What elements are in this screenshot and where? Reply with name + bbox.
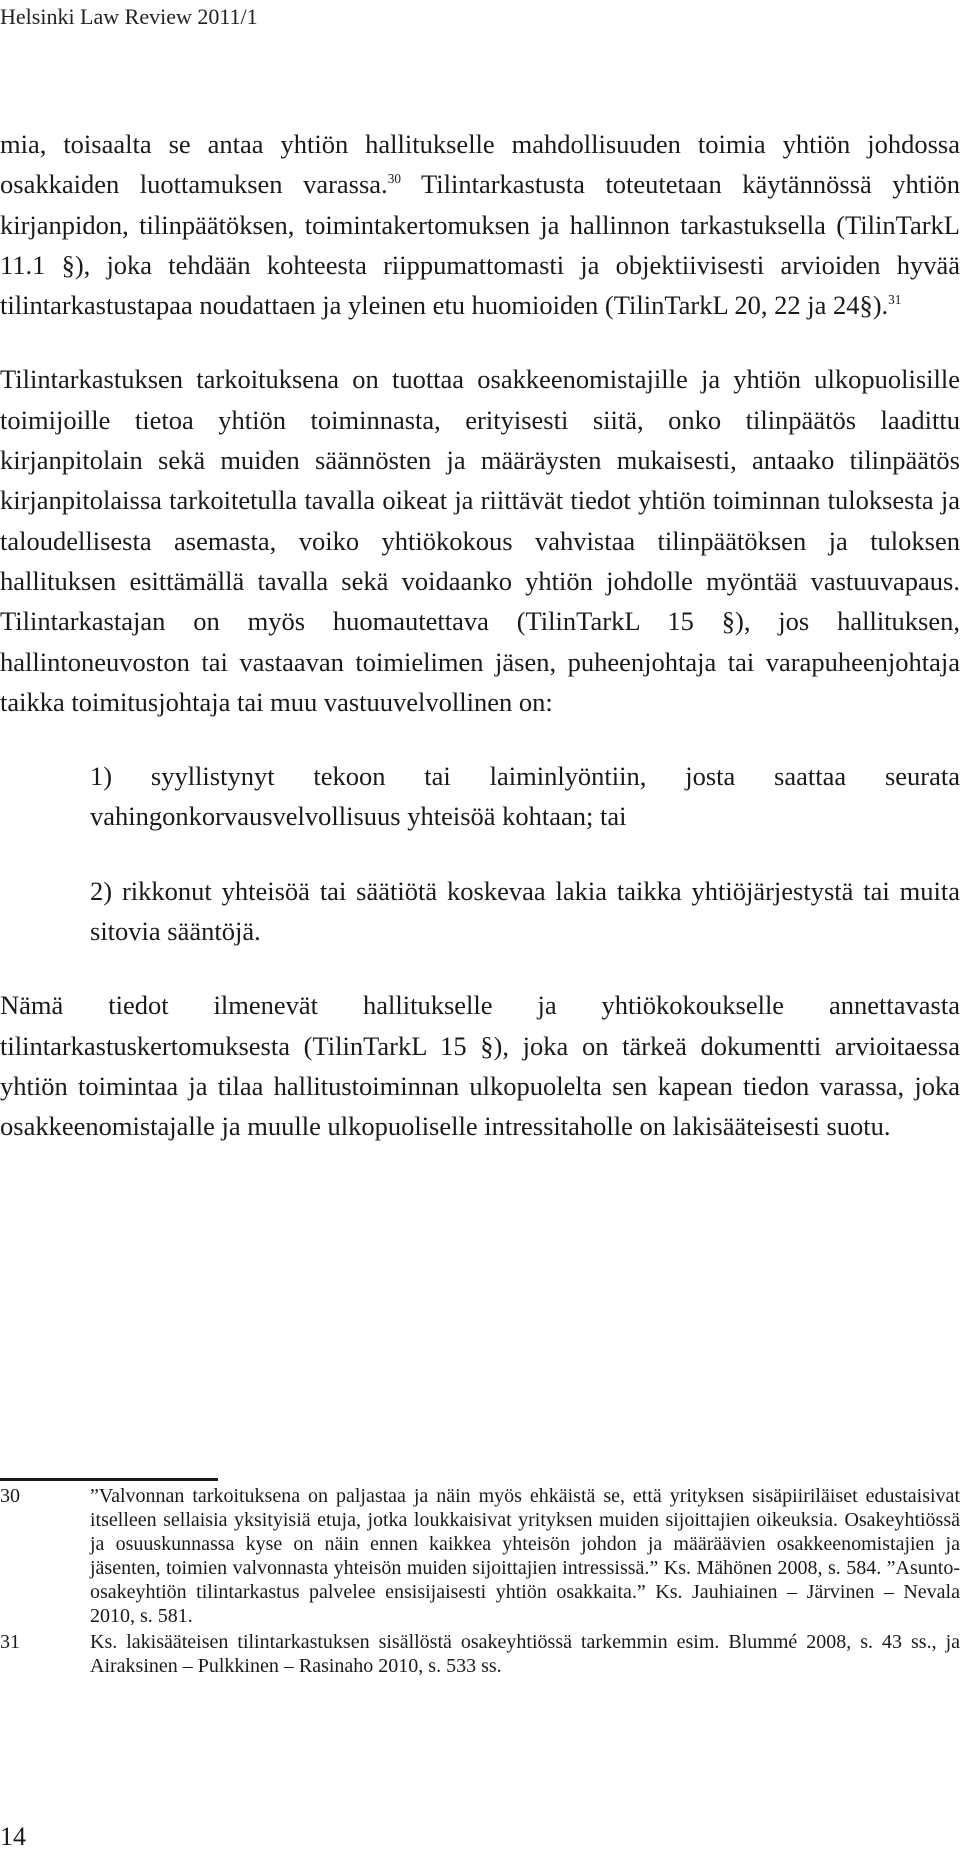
footnote-30 xyxy=(0,1484,960,1628)
footnote-text: Ks. lakisääteisen tilintarkastuksen sisällöstä osakeyhtiössä tarkemmin esim. Blummé 2008, s. 43 ss., ja Airaksinen – Pulkkinen – Rasinaho 2010, s. 533 ss. xyxy=(90,1631,960,1677)
footnote-ref-30[interactable]: 30 xyxy=(387,171,401,187)
list-item: 1) syyllistynyt tekoon tai laiminlyöntiin, josta saattaa seurata vahingonkorvausvelvollisuus yhteisöä kohtaan; tai xyxy=(90,761,960,832)
paragraph-2: Tilintarkastuksen tarkoituksena on tuottaa osakkeenomistajille ja yhtiön ulkopuolisille toimijoille tietoa yhtiön toiminnasta, erityisesti siitä, onko tilinpäätös laadittu kirjanpitolain sekä muiden säännösten ja määräysten mukaisesti, antaako tilinpäätös kirjanpitolaissa tarkoitetulla tavalla oikeat ja riittävät tiedot yhtiön toiminnan tuloksesta ja taloudellisesta asemasta, voiko yhtiökokous vahvistaa tilinpäätöksen ja tuloksen hallituksen esittämällä tavalla sekä voidaanko yhtiön johdolle myöntää vastuuvapaus. Tilintarkastajan on myös huomautettava (TilinTarkL 15 §), jos hallituksen, hallintoneuvoston tai vastaavan toimielimen jäsen, puheenjohtaja tai varapuheenjohtaja taikka toimitusjohtaja tai muu vastuuvelvollinen on: xyxy=(0,364,960,717)
paragraph-1 xyxy=(0,124,960,325)
footnote-text: ”Valvonnan tarkoituksena on paljastaa ja näin myös ehkäistä se, että yrityksen sisäpiiriläiset edustaisivat itselleen sellaisia yksityisiä etuja, jotka loukkaisivat yrityksen muiden sijoittajien oikeuksia. Osakeyhtiössä ja osuuskunnassa kyse on näin ennen kaikkea yhteisön johdon ja määräävien osakkeenomistajien ja jäsenten, toimien valvonnasta yhteisön muiden sijoittajien intressissä.” Ks. Mähönen 2008, s. 584. ”Asunto-osakeyhtiön tilintarkastus palvelee ensisijaisesti yhtiön osakkaita.” Ks. Jauhiainen – Järvinen – Nevala 2010, s. 581. xyxy=(90,1485,960,1627)
footnote-31 xyxy=(0,1630,960,1678)
enumerated-list xyxy=(90,756,960,951)
footnotes xyxy=(0,1484,960,1678)
body-text xyxy=(0,124,960,1147)
paragraph-3: Nämä tiedot ilmenevät hallitukselle ja yhtiökokoukselle annettavasta tilintarkastuskertomuksesta (TilinTarkL 15 §), joka on tärkeä dokumentti arvioitaessa yhtiön toimintaa ja tilaa hallitustoiminnan ulkopuolelta sen kapean tiedon varassa, joka osakkeenomistajalle ja muulle ulkopuoliselle intressitaholle on lakisääteisesti suotu. xyxy=(0,990,960,1142)
paragraph-1-part-2: Tilintarkastusta toteutetaan käytännössä yhtiön kirjanpidon, tilinpäätöksen, toimintakertomuksen ja hallinnon tarkastuksella (TilinTarkL 11.1 §), joka tehdään kohteesta riippumattomasti ja objektiivisesti arvioiden hyvää tilintarkastustapaa noudattaen ja yleinen etu huomioiden (TilinTarkL 20, 22 ja 24§). xyxy=(0,169,960,321)
footnote-number: 31 xyxy=(0,1631,20,1653)
paragraph-1-part-1: mia, toisaalta se antaa yhtiön hallitukselle mahdollisuuden toimia yhtiön johdossa osakkaiden luottamuksen varassa. xyxy=(0,129,960,200)
list-item: 2) rikkonut yhteisöä tai säätiötä koskevaa lakia taikka yhtiöjärjestystä tai muita sitovia sääntöjä. xyxy=(90,875,960,947)
footnote-number: 30 xyxy=(0,1485,20,1507)
footnote-rule xyxy=(0,1478,218,1481)
footnote-ref-31[interactable]: 31 xyxy=(888,292,902,308)
running-head: Helsinki Law Review 2011/1 xyxy=(0,4,258,29)
page-number: 14 xyxy=(0,1822,26,1851)
